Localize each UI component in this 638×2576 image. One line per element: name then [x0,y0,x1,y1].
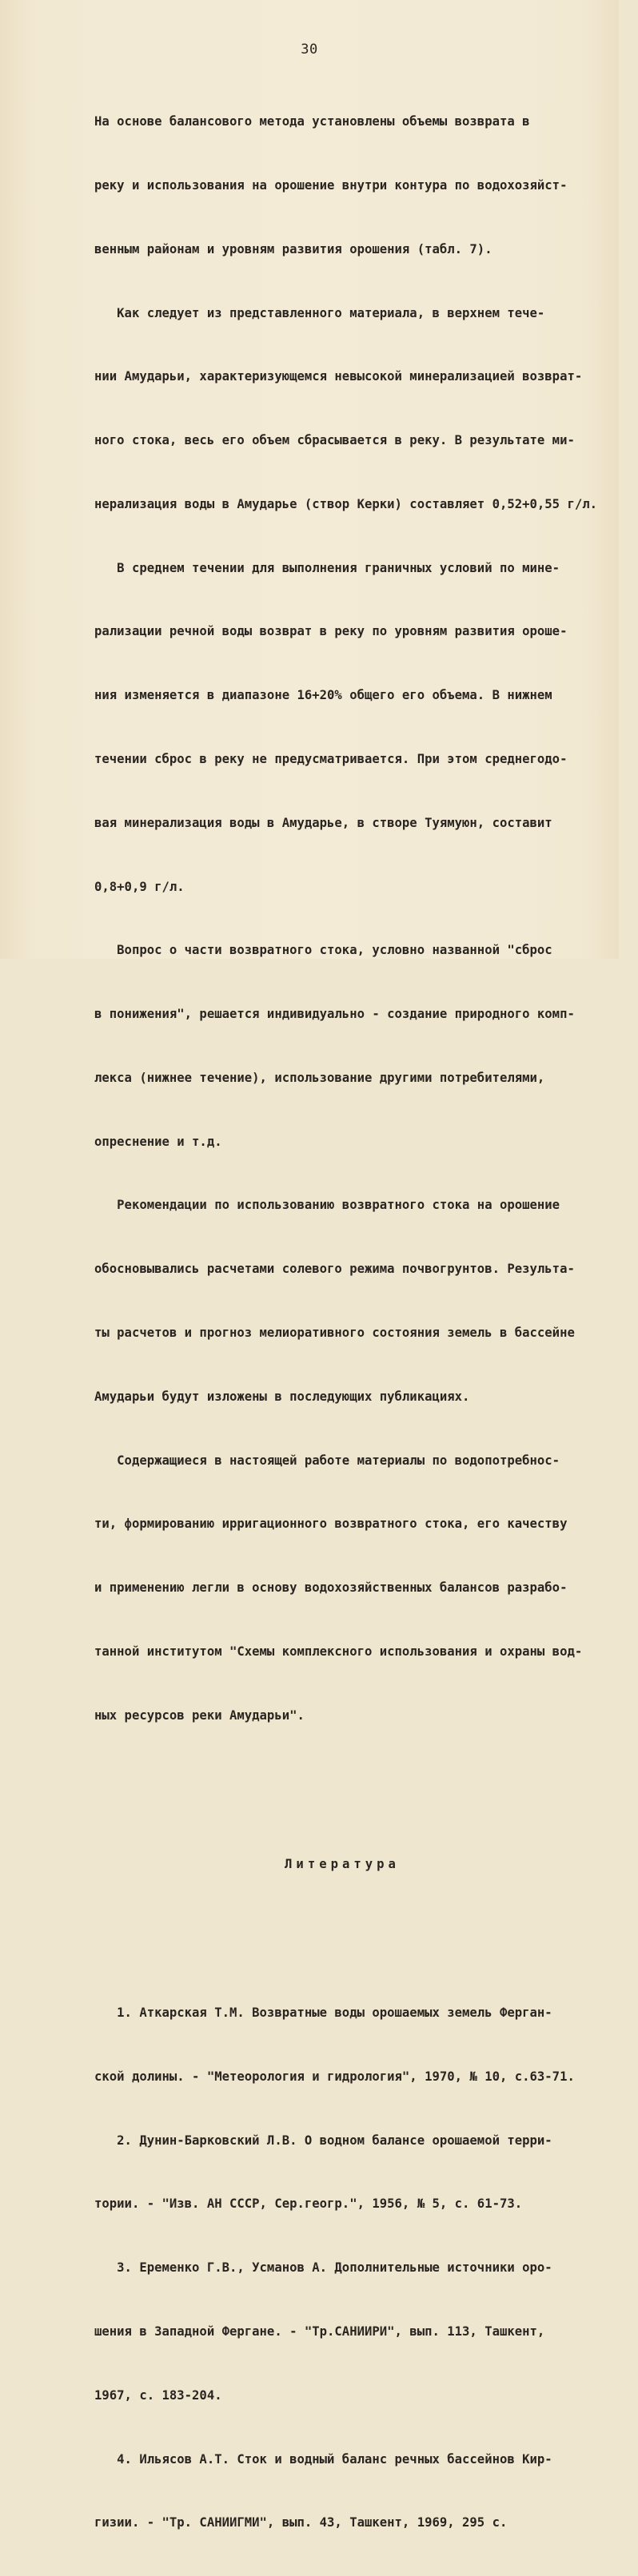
reference-line: 4. Ильясов А.Т. Сток и водный баланс речных бассейнов Кир- [94,2451,552,2467]
body-line: рализации речной воды возврат в реку по уровням развития ороше- [94,624,568,639]
body-line: лекса (нижнее течение), использование другими потребителями, [94,1070,545,1085]
body-line: течении сброс в реку не предусматривается. При этом среднегодо- [94,752,568,766]
reference-line: 2. Дунин-Барковский Л.В. О водном балансе орошаемой терри- [94,2133,552,2148]
body-line: в понижения", решается индивидуально - создание природного комп- [94,1007,575,1022]
body-line: нии Амударьи, характеризующемся невысокой минерализацией возврат- [94,369,583,384]
reference-line: 1. Аткарская Т.М. Возвратные воды орошаемых земель Ферган- [94,2006,552,2021]
literature-heading: Литература [285,1856,400,1871]
body-line: 0,8+0,9 г/л. [94,879,185,894]
spacer [94,1918,590,1939]
body-line: Амударьи будут изложены в последующих публикациях. [94,1389,470,1404]
body-line: В среднем течении для выполнения граничных условий по мине- [94,560,560,575]
body-line: ного стока, весь его объем сбрасывается в реку. В результате ми- [94,433,575,448]
body-line: Вопрос о части возвратного стока, условно названной "сброс [94,943,552,958]
body-line: и применению легли в основу водохозяйственных балансов разрабо- [94,1580,568,1596]
body-line: танной институтом "Схемы комплексного использования и охраны вод- [94,1644,583,1659]
reference-line: 3. Еременко Г.В., Усманов А. Дополнительные источники оро- [94,2260,552,2276]
body-line: ния изменяется в диапазоне 16+20% общего его объема. В нижнем [94,688,552,703]
body-line: обосновывались расчетами солевого режима почвогрунтов. Результа- [94,1262,575,1277]
body-line: Как следует из представленного материала, в верхнем тече- [94,305,545,320]
spacer [94,1790,590,1811]
body-line: ти, формированию ирригационного возвратного стока, его качеству [94,1517,568,1532]
body-line: ты расчетов и прогноз мелиоративного состояния земель в бассейне [94,1326,575,1341]
body-line: Рекомендации по использованию возвратного стока на орошение [94,1198,560,1213]
body-line: На основе балансового метода установлены объемы возврата в [94,114,530,129]
reference-line: гизии. - "Тр. САНИИГМИ", вып. 43, Ташкент, 1969, 295 с. [94,2515,508,2530]
body-line: вая минерализация воды в Амударье, в створе Туямуюн, составит [94,815,552,830]
body-line: венным районам и уровням развития орошения (табл. 7). [94,241,492,256]
reference-line: шения в Западной Фергане. - "Тр.САНИИРИ", вып. 113, Ташкент, [94,2324,545,2339]
reference-line: 1967, с. 183-204. [94,2387,222,2403]
body-text [94,69,598,2576]
reference-line: ской долины. - "Метеорология и гидрология", 1970, № 10, с.63-71. [94,2069,575,2084]
body-line: Содержащиеся в настоящей работе материалы по водопотребнос- [94,1453,560,1468]
body-line: нерализация воды в Амударье (створ Керки) составляет 0,52+0,55 г/л. [94,496,598,511]
body-line: опреснение и т.д. [94,1134,222,1149]
page-number: 30 [301,42,318,58]
body-line: реку и использования на орошение внутри контура по водохозяйст- [94,177,568,193]
body-line: ных ресурсов реки Амударьи". [94,1707,305,1723]
reference-line: тории. - "Изв. АН СССР, Сер.геогр.", 1956, № 5, с. 61-73. [94,2196,523,2212]
